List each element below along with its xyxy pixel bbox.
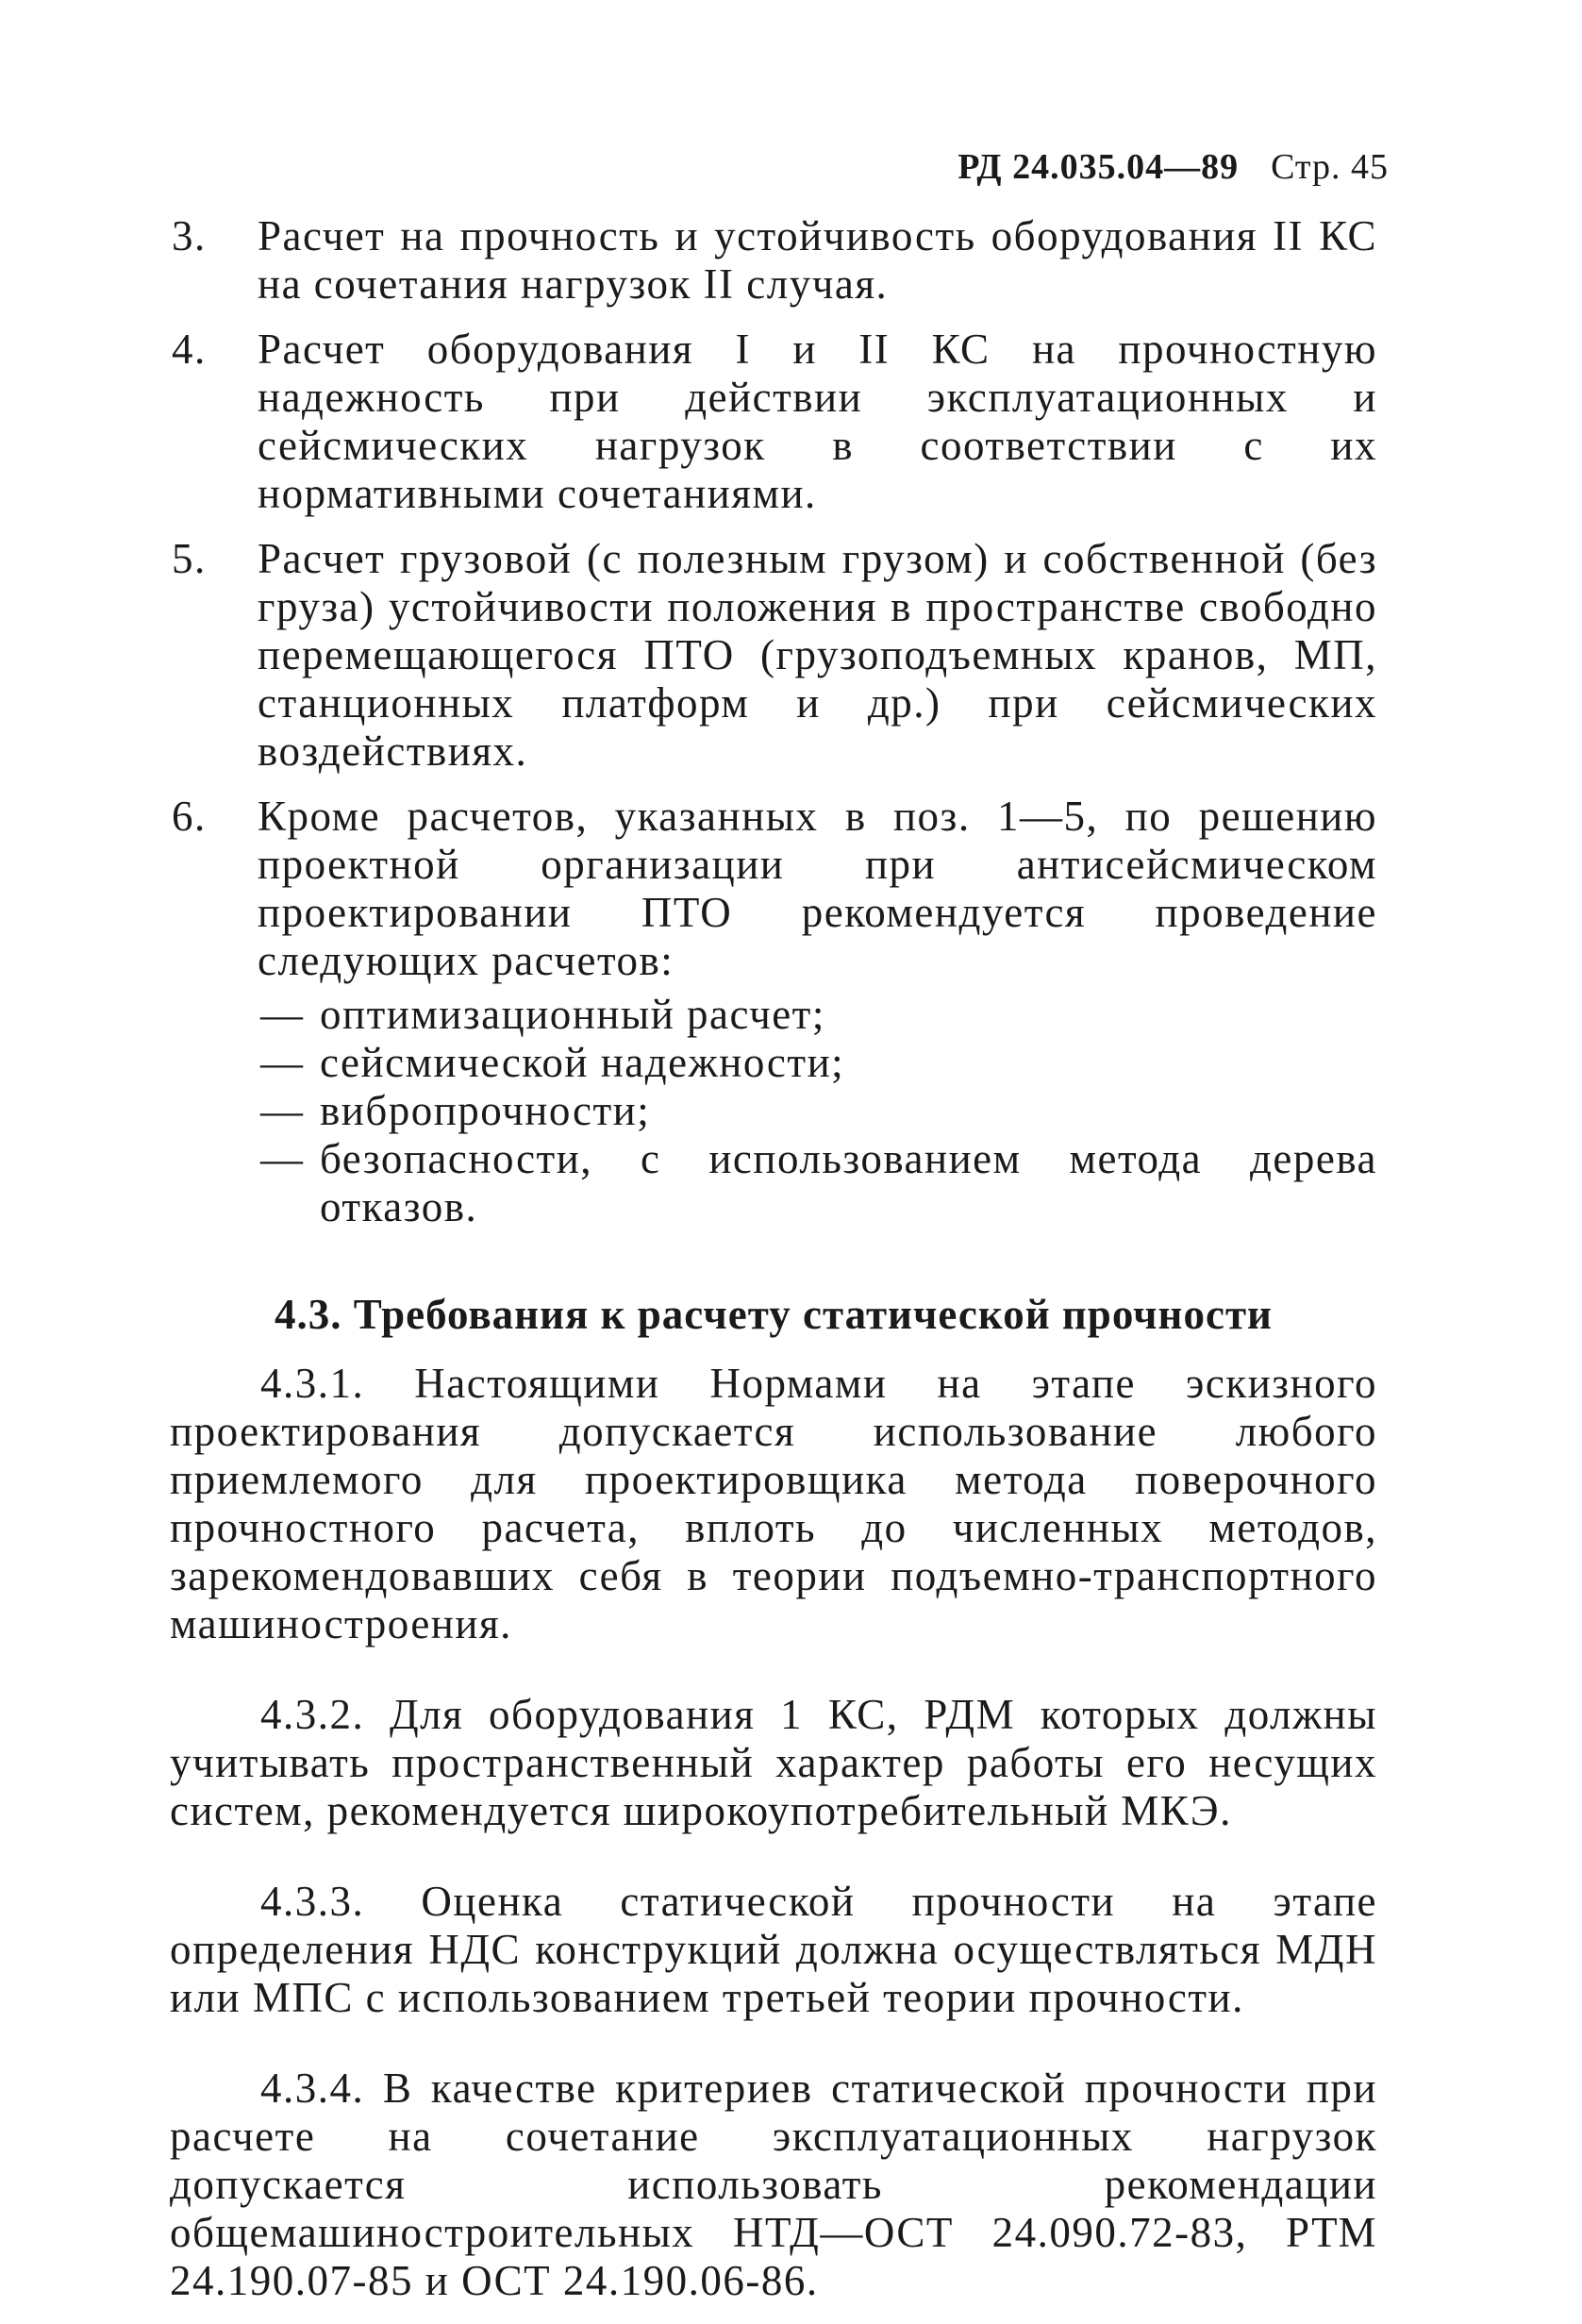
dash-list-item-text: безопасности, с использованием метода дерева отказов.: [320, 1135, 1377, 1230]
section-title: 4.3. Требования к расчету статической прочности: [275, 1291, 1273, 1338]
page-body: [170, 212, 1377, 2324]
list-item-text: Расчет на прочность и устойчивость оборудования II КС на сочетания нагрузок II случая.: [258, 212, 1377, 308]
list-item-text: Кроме расчетов, указанных в поз. 1—5, по решению проектной организации при антисейсмическом проектировании ПТО рекомендуется проведение следующих расчетов:: [258, 793, 1377, 984]
dash-marker: —: [260, 1087, 305, 1134]
list-item-text: Расчет грузовой (с полезным грузом) и собственной (без груза) устойчивости положения в пространстве свободно перемещающегося ПТО (грузоподъемных кранов, МП, станционных платформ и др.) при сейсмических воздействиях.: [258, 535, 1377, 775]
list-item-5: [170, 535, 1377, 776]
dash-marker: —: [260, 1039, 305, 1086]
list-item-number: 4.: [172, 326, 207, 373]
dash-list: [170, 991, 1377, 1231]
paragraph-4-3-4: 4.3.4. В качестве критериев статической прочности при расчете на сочетание эксплуатационных нагрузок допускается использовать рекомендации общемашиностроительных НТД—ОСТ 24.090.72-83, РТМ 24.190.07-85 и ОСТ 24.190.06-86.: [170, 2065, 1377, 2304]
dash-list-item: [170, 1039, 1377, 1087]
dash-list-item-text: вибропрочности;: [320, 1087, 651, 1134]
list-item-number: 6.: [172, 793, 207, 840]
list-item-text: Расчет оборудования I и II КС на прочностную надежность при действии эксплуатационных и сейсмических нагрузок в соответствии с их нормативными сочетаниями.: [258, 326, 1377, 517]
paragraph-4-3-1: 4.3.1. Настоящими Нормами на этапе эскизного проектирования допускается использование любого приемлемого для проектировщика метода поверочного прочностного расчета, вплоть до численных методов, зарекомендовавших себя в теории подъемно-транспортного машиностроения.: [170, 1360, 1377, 1647]
dash-list-item: [170, 1087, 1377, 1135]
page-number: Стр. 45: [1271, 147, 1389, 187]
list-item-4: [170, 326, 1377, 518]
dash-list-item-text: сейсмической надежности;: [320, 1039, 845, 1086]
dash-list-item: [170, 1135, 1377, 1231]
list-item-3: [170, 212, 1377, 309]
dash-marker: —: [260, 1135, 305, 1182]
list-item-number: 5.: [172, 535, 207, 582]
document-code: РД 24.035.04—89: [958, 147, 1240, 187]
list-item-6: [170, 793, 1377, 985]
dash-marker: —: [260, 991, 305, 1038]
dash-list-item-text: оптимизационный расчет;: [320, 991, 825, 1038]
list-item-number: 3.: [172, 212, 207, 259]
dash-list-item: [170, 991, 1377, 1039]
page-header: [958, 146, 1389, 188]
paragraph-4-3-3: 4.3.3. Оценка статической прочности на этапе определения НДС конструкций должна осуществляться МДН или МПС с использованием третьей теории прочности.: [170, 1878, 1377, 2021]
paragraph-4-3-2: 4.3.2. Для оборудования 1 КС, РДМ которых должны учитывать пространственный характер работы его несущих систем, рекомендуется широкоупотребительный МКЭ.: [170, 1691, 1377, 1834]
